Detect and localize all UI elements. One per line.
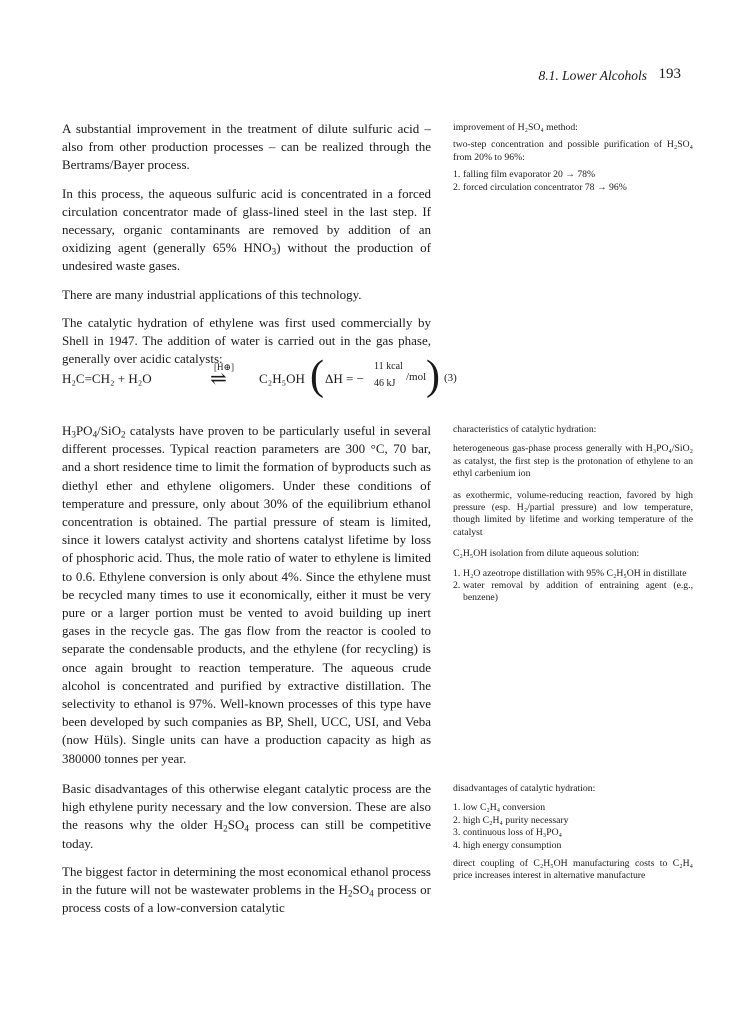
paragraph-7: The biggest factor in determining the most economical ethanol process in the future will not be wastewater problems in the $H_2SO_4$ process or process costs of a low-conversion catalytic <box>62 863 431 916</box>
margin-note-2-text-3: C₂H₅OH isolation from dilute aqueous solution: <box>453 548 640 560</box>
equation-unit: /mol <box>406 371 427 383</box>
margin-note-3-title: disadvantages of catalytic hydration: <box>453 783 596 794</box>
list-item: 1. falling film evaporator 20 → 78% <box>453 169 596 181</box>
paragraph-7-text-b: SO <box>352 882 370 898</box>
list-item: 1. H₂O azeotrope distillation with 95% C₂H₅OH in distillate <box>453 567 687 579</box>
equation-paren-left: ( <box>310 353 324 399</box>
paragraph-1: A substantial improvement in the treatment of dilute sulfuric acid – also from other production processes – can be realized through the Bertrams/Bayer process. <box>62 121 431 173</box>
equation-value-alt: 46 kJ <box>374 378 396 389</box>
paragraph-6-text-b: SO <box>227 817 245 833</box>
list-item: 4. high energy consumption <box>453 839 562 851</box>
equation-arrow: ⇌ <box>210 368 227 390</box>
list-item-text: low C₂H₄ conversion <box>463 802 546 814</box>
margin-note-1 <box>453 122 693 200</box>
paragraph-4: The catalytic hydration of ethylene was first used commercially by Shell in 1947. The addition of water is carried out in the gas phase, generally over acidic catalysts: <box>62 314 431 367</box>
paragraph-2: In this process, the aqueous sulfuric acid is concentrated in a forced circulation concentrator made of glass-lined steel in the last step. If necessary, organic contaminants are removed by addition of an oxidizing agent (generally 65% $HNO_3$) without the production of undesired waste gases. <box>62 185 431 274</box>
reaction-equation <box>62 353 457 406</box>
margin-note-3-list <box>453 802 693 852</box>
paragraph-5-text-a: H <box>62 423 72 438</box>
main-column-top <box>62 120 431 368</box>
equation-paren-right: ) <box>426 353 440 399</box>
paragraph-7-text-a: The biggest factor in determining the most economical ethanol process in the future will not be wastewater problems in the H <box>62 863 431 898</box>
paragraph-7-text-c: process or process costs of a low-conversion catalytic <box>62 882 431 916</box>
list-item-text: falling film evaporator 20 → 78% <box>463 169 596 181</box>
page-number: 193 <box>658 66 681 82</box>
margin-note-2-list <box>453 568 693 605</box>
paragraph-5-text-b: PO <box>75 423 93 438</box>
paragraph-6: Basic disadvantages of this otherwise elegant catalytic process are the high ethylene purity necessary and the low conversion. These are also the reasons why the older $H_2SO_4$ process can still be competitive today. <box>62 781 431 851</box>
equation-product: C₂H₅OH <box>259 371 305 386</box>
margin-note-1-list <box>453 169 693 194</box>
paragraph-2-text-b: ) without the production of undesired waste gases. <box>62 240 431 274</box>
margin-note-2-text-2: as exothermic, volume-reducing reaction, favored by high pressure (esp. H₂/partial pressure) and low temperature, though limited by lifetime and working temperature of the catalyst <box>453 489 693 538</box>
margin-note-2 <box>453 424 693 611</box>
list-item: 3. continuous loss of H₃PO₄ <box>453 827 563 839</box>
main-column-bottom <box>62 780 431 917</box>
margin-note-1-text: two-step concentration and possible purification of H₂SO₄ from 20% to 96%: <box>453 139 693 163</box>
list-item: 2. water removal by addition of entraining agent (e.g., benzene) <box>453 580 693 604</box>
margin-note-3-text: direct coupling of C₂H₅OH manufacturing costs to C₂H₄ price increases interest in alternative manufacture <box>453 858 693 882</box>
page-header <box>0 66 729 88</box>
list-item-text: high energy consumption <box>463 839 562 851</box>
paragraph-5-text-d: catalysts have proven to be particularly useful in several different processes. Typical reaction parameters are 300 °C, 70 bar, and a short residence time to limit the formation of byproducts such as diethyl ether and ethylene oligomers. Under these conditions of temperature and pressure, only about 30% of the equilibrium ethanol concentration is obtained. The partial pressure of steam is limited, since it lowers catalyst activity and shortens catalyst lifetime by loss of phosphoric acid. Thus, the mole ratio of water to ethylene is limited to 0.6. Ethylene conversion is only about 4%. Since the ethylene must be recycled many times to use it economically, either it must be very pure or a larger portion must be vented to avoid building up inert gases in the recycle gas. The gas flow from the reactor is cooled to separate the condensable products, and the ethylene (for recycling) is once again brought to reaction temperature. The aqueous crude alcohol is concentrated and purified by extractive distillation. The selectivity to ethanol is 97%. Well-known processes of this type have been developed by such companies as BP, Shell, UCC, USI, and Veba (now Hüls). Single units can have a production capacity as high as 380000 tonnes per year. <box>62 423 431 766</box>
main-column-middle <box>62 422 431 768</box>
list-item-text: water removal by addition of entraining agent (e.g., benzene) <box>463 580 693 604</box>
paragraph-6-text-c: process can still be competitive today. <box>62 817 431 851</box>
paragraph-5: $H_3PO_4/SiO_2$ catalysts have proven to be particularly useful in several different processes. Typical reaction parameters are 300 °C, 70 bar, and a short residence time to limit the formation of byproducts such as diethyl ether and ethylene oligomers. Under these conditions of temperature and pressure, only about 30% of the equilibrium ethanol concentration is obtained. The partial pressure of steam is limited, since it lowers catalyst activity and shortens catalyst lifetime by loss of phosphoric acid. Thus, the mole ratio of water to ethylene is limited to 0.6. Ethylene conversion is only about 4%. Since the ethylene must be recycled many times to use it economically, either it must be very pure or a larger portion must be vented to avoid building up inert gases in the recycle gas. The gas flow from the reactor is cooled to separate the condensable products, and the ethylene (for recycling) is once again brought to reaction temperature. The aqueous crude alcohol is concentrated and purified by extractive distillation. The selectivity to ethanol is 97%. Well-known processes of this type have been developed by such companies as BP, Shell, UCC, USI, and Veba (now Hüls). Single units can have a production capacity as high as 380000 tonnes per year. <box>62 423 431 766</box>
section-title: 8.1. Lower Alcohols <box>538 68 647 83</box>
margin-note-2-text-1: heterogeneous gas-phase process generally with H₃PO₄/SiO₂ as catalyst, the first step is the protonation of ethylene to an ethyl carbenium ion <box>453 443 693 480</box>
equation-catalyst: [H⊕] <box>214 362 235 372</box>
margin-note-3 <box>453 783 693 888</box>
paragraph-6-text-a: Basic disadvantages of this otherwise elegant catalytic process are the high ethylene purity necessary and the low conversion. These are also the reasons why the older H <box>62 781 431 833</box>
margin-note-2-title: characteristics of catalytic hydration: <box>453 424 597 435</box>
list-item-text: forced circulation concentrator 78 → 96% <box>463 181 627 193</box>
paragraph-3: There are many industrial applications of this technology. <box>62 286 362 302</box>
list-item-text: H₂O azeotrope distillation with 95% C₂H₅OH in distillate <box>463 567 687 579</box>
paragraph-5-text-c: /SiO <box>97 423 121 438</box>
list-item: 1. low C₂H₄ conversion <box>453 802 546 814</box>
paragraph-2-text-a: In this process, the aqueous sulfuric acid is concentrated in a forced circulation concentrator made of glass-lined steel in the last step. If necessary, organic contaminants are removed by addition of an oxidizing agent (generally 65% HNO <box>62 185 431 256</box>
list-item: 2. forced circulation concentrator 78 → 96% <box>453 181 627 193</box>
equation-value: 11 kcal <box>374 361 403 372</box>
equation-delta-h: ΔH = − <box>325 371 364 386</box>
list-item-text: continuous loss of H₃PO₄ <box>463 827 563 839</box>
margin-note-1-title: improvement of H₂SO₄ method: <box>453 122 578 133</box>
list-item-text: high C₂H₄ purity necessary <box>463 814 569 826</box>
list-item: 2. high C₂H₄ purity necessary <box>453 814 569 826</box>
equation-number: (3) <box>444 372 457 384</box>
equation-reactants: H₂C=CH₂ + H₂O <box>62 371 152 386</box>
